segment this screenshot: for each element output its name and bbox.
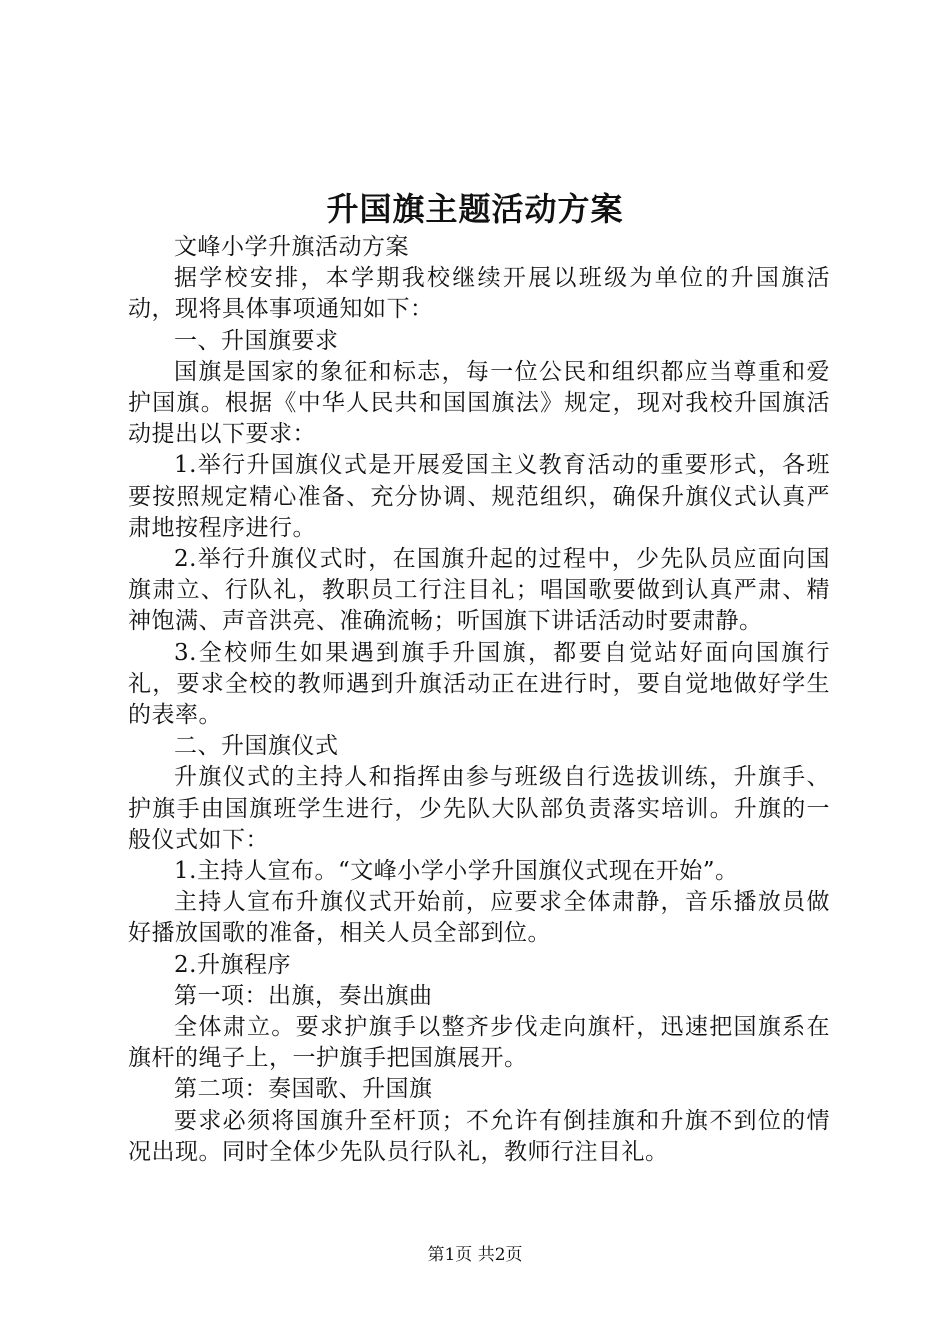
paragraph-requirement-2: 2.举行升旗仪式时，在国旗升起的过程中，少先队员应面向国旗肃立、行队礼，教职员工行注目礼；唱国歌要做到认真严肃、精神饱满、声音洪亮、准确流畅；听国旗下讲话活动时要肃静。 xyxy=(128,546,830,635)
paragraph-step-2-heading: 第二项：奏国歌、升国旗 xyxy=(174,1076,433,1103)
paragraph-step-1-detail: 全体肃立。要求护旗手以整齐步伐走向旗杆，迅速把国旗系在旗杆的绳子上，一护旗手把国旗展开。 xyxy=(128,1014,830,1072)
paragraph-requirement-1: 1.举行升国旗仪式是开展爱国主义教育活动的重要形式，各班要按照规定精心准备、充分协调、规范组织，确保升旗仪式认真严肃地按程序进行。 xyxy=(128,452,830,541)
section-heading-requirements: 一、升国旗要求 xyxy=(174,327,339,354)
document-body xyxy=(128,232,830,1168)
paragraph-flag-symbol: 国旗是国家的象征和标志，每一位公民和组织都应当尊重和爱护国旗。根据《中华人民共和国国旗法》规定，现对我校升国旗活动提出以下要求： xyxy=(128,358,830,448)
document-title: 升国旗主题活动方案 xyxy=(326,190,624,228)
page-footer: 第1页 共2页 xyxy=(427,1245,523,1265)
paragraph-step-2-detail: 要求必须将国旗升至杆顶；不允许有倒挂旗和升旗不到位的情况出现。同时全体少先队员行队礼，教师行注目礼。 xyxy=(128,1107,830,1165)
paragraph-subtitle: 文峰小学升旗活动方案 xyxy=(174,234,409,260)
paragraph-step-1-heading: 第一项：出旗，奏出旗曲 xyxy=(174,982,433,1009)
paragraph-host-announce: 1.主持人宣布。“文峰小学小学升国旗仪式现在开始”。 xyxy=(174,858,739,885)
paragraph-requirement-3: 3.全校师生如果遇到旗手升国旗，都要自觉站好面向国旗行礼，要求全校的教师遇到升旗活动正在进行时，要自觉地做好学生的表率。 xyxy=(128,639,830,729)
paragraph-procedure-heading: 2.升旗程序 xyxy=(174,951,291,978)
section-heading-ceremony: 二、升国旗仪式 xyxy=(174,733,339,760)
paragraph-host-preparation: 主持人宣布升旗仪式开始前，应要求全体肃静，音乐播放员做好播放国歌的准备，相关人员全部到位。 xyxy=(128,889,830,947)
paragraph-intro: 据学校安排，本学期我校继续开展以班级为单位的升国旗活动，现将具体事项通知如下： xyxy=(128,265,830,323)
paragraph-ceremony-intro: 升旗仪式的主持人和指挥由参与班级自行选拔训练，升旗手、护旗手由国旗班学生进行，少先队大队部负责落实培训。升旗的一般仪式如下： xyxy=(128,764,830,853)
